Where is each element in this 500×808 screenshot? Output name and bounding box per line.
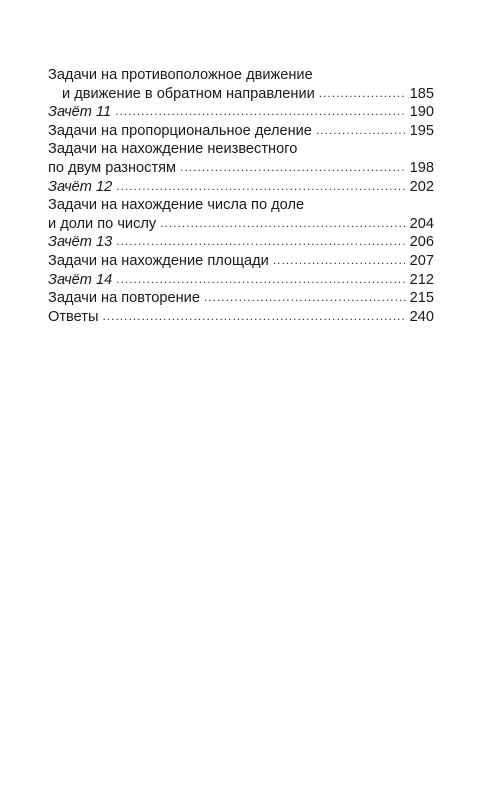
toc-entry-line	[48, 178, 434, 197]
table-of-contents	[48, 66, 434, 326]
toc-entry-title: по двум разностям	[48, 159, 177, 176]
toc-entry-line	[48, 289, 434, 308]
toc-entry-line	[48, 233, 434, 252]
dot-leader	[116, 270, 405, 289]
toc-entry-line	[48, 252, 434, 271]
toc-page-number: 240	[409, 308, 434, 325]
toc-entry-title: и движение в обратном направлении	[62, 85, 315, 102]
toc-entry	[48, 140, 434, 177]
toc-entry-line	[48, 159, 434, 178]
toc-entry	[48, 196, 434, 233]
toc-entry-title: Зачёт 11	[48, 104, 112, 121]
toc-entry-line	[48, 196, 434, 215]
toc-entry-line	[48, 66, 434, 85]
dot-leader	[116, 232, 405, 251]
dot-leader	[319, 84, 406, 103]
toc-entry-line	[48, 85, 434, 104]
toc-page-number: 185	[409, 85, 434, 102]
toc-entry-title: Зачёт 12	[48, 178, 113, 195]
toc-entry-line	[48, 103, 434, 122]
dot-leader	[102, 307, 405, 326]
toc-entry-title: Задачи на нахождение неизвестного	[48, 141, 298, 158]
toc-entry-title: Зачёт 14	[48, 271, 113, 288]
toc-entry-title: Ответы	[48, 308, 99, 325]
toc-page-number: 207	[409, 252, 434, 269]
dot-leader	[204, 288, 406, 307]
toc-entry	[48, 122, 434, 141]
toc-entry-line	[48, 271, 434, 290]
toc-entry-line	[48, 308, 434, 327]
dot-leader	[316, 121, 406, 140]
dot-leader	[180, 158, 406, 177]
toc-page-number: 198	[409, 159, 434, 176]
dot-leader	[273, 251, 406, 270]
toc-entry	[48, 271, 434, 290]
toc-entry-title: и доли по числу	[48, 215, 157, 232]
toc-entry-title: Задачи на нахождение числа по доле	[48, 197, 305, 214]
toc-entry-title: Зачёт 13	[48, 234, 113, 251]
toc-entry	[48, 308, 434, 327]
toc-entry	[48, 178, 434, 197]
dot-leader	[115, 102, 406, 121]
toc-page-number: 206	[409, 234, 434, 251]
toc-page-number: 202	[409, 178, 434, 195]
toc-entry-line	[48, 122, 434, 141]
toc-entry-title: Задачи на повторение	[48, 290, 200, 307]
toc-entry	[48, 103, 434, 122]
toc-entry-title: Задачи на нахождение площади	[48, 252, 269, 269]
toc-entry-line	[48, 215, 434, 234]
toc-entry	[48, 289, 434, 308]
dot-leader	[116, 177, 405, 196]
toc-page-number: 195	[409, 122, 434, 139]
toc-entry	[48, 252, 434, 271]
toc-entry-title: Задачи на противоположное движение	[48, 67, 313, 83]
toc-entry	[48, 66, 434, 103]
toc-page-number: 215	[409, 290, 434, 307]
toc-page-number: 212	[409, 271, 434, 288]
toc-entry-line	[48, 140, 434, 159]
toc-entry-title: Задачи на пропорциональное деление	[48, 122, 312, 139]
dot-leader	[160, 214, 405, 233]
toc-entry	[48, 233, 434, 252]
toc-page-number: 190	[409, 104, 434, 121]
toc-page-number: 204	[409, 215, 434, 232]
